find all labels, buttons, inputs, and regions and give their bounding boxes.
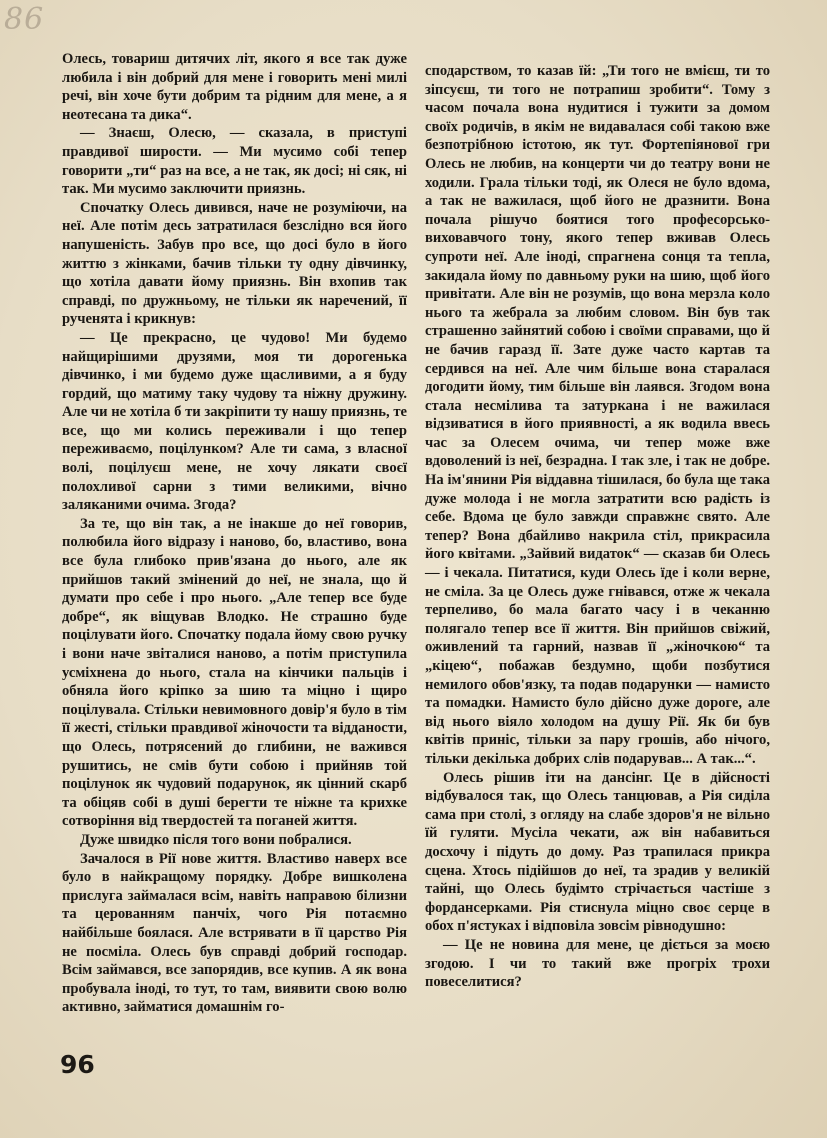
- left-text-column: [62, 50, 407, 1017]
- paragraph: Олесь рішив іти на дансінг. Це в дійсності відбувалося так, що Олесь танцював, а Рія сиділа сама при столі, з огляду на слабе здоров'я не вільно їй гуляти. Мусіла чекати, аж він набавиться досхочу і підуть до дому. Раз трапилася прикра сцена. Хтось підійшов до неї, та зрадив у великій тайні, що Олесь будімто стрічається частіше з фордансерками. Рія стиснула міцно своє серце в обох п'ястуках і відповіла зовсім рівнодушно:: [425, 769, 770, 935]
- page-number: 96: [60, 1050, 95, 1079]
- pencil-page-mark: 86: [4, 2, 45, 37]
- paragraph: Зачалося в Рії нове життя. Властиво наверх все було в найкращому порядку. Добре вишколена прислуга займалася всім, навіть направою білизни та церованням панчіх, чого Рія потаємно найбільше боялася. Але встрявати в її царство Рія не посміла. Олесь був справді добрий господар. Всім займався, все запорядив, все купив. А як вона пробувала іноді, то тут, то там, виявити свою волю активно, займатися домашнім го-: [62, 850, 407, 1016]
- paragraph: Дуже швидко після того вони побралися.: [80, 831, 352, 848]
- paragraph: За те, що він так, а не інакше до неї говорив, полюбила його відразу і наново, бо, властиво, вона все була глибоко прив'язана до нього, але як прийшов такий змінений до неї, не знала, що й думати про себе і про нього. „Але тепер все буде добре“, як віщував Влодко. Не страшно буде поцілувати його. Спочатку подала йому свою ручку і вони наче звіталися наново, а потім приступила усміхнена до нього, стала на кінчики пальців і обняла його кріпко за шию та міцно і щиро поцілувала. Стільки невимовного довір'я було в тім її жесті, стільки правдивої жіночости та відданости, що Олесь, потрясений до глибини, не важився рушитись, не смів бути собою і прийняв той поцілунок як чудовий подарунок, як цінний скарб та обіцяв собі в душі берегти те ніжне та крихке сотворіння від твердостей та поганей життя.: [62, 515, 407, 830]
- paragraph: — Це прекрасно, це чудово! Ми будемо найщирішими друзями, моя ти дорогенька дівчинко, і ми будемо дуже щасливими, а я буду гордий, що матиму таку чудову та ніжну дружину. Але чи не хотіла б ти закріпити ту нашу приязнь, те все, що ми колись переживали і що тепер переживаємо, поцілунком? Але ти сама, з власної волі, поцілуєш мене, не хочу лякати своєї полохливої сарни з тими великими, вічно заляканими очима. Згода?: [62, 329, 407, 514]
- paragraph: Олесь, товариш дитячих літ, якого я все так дуже любила і він добрий для мене і говорить мені милі речі, він хоче бути добрим та рідним для мене, а я неотесана та дика“.: [62, 51, 407, 123]
- paragraph: Спочатку Олесь дивився, наче не розуміючи, на неї. Але потім десь затратилася безслідно вся його напушеність. Забув про все, що досі було в його життю з жінками, бачив тільки ту одну дівчинку, що хотіла давати йому приязнь. Він вхопив так справді, по дружньому, не тільки як наречений, її рученята і крикнув:: [62, 199, 407, 328]
- paragraph: — Це не новина для мене, це діється за моєю згодою. І чи то такий вже прогріх трохи повеселитися?: [425, 936, 770, 991]
- paragraph: — Знаєш, Олесю, — сказала, в приступі правдивої ширости. — Ми мусимо собі тепер говорити „ти“ раз на все, а не так, як досі; ні сяк, ні так. Ми мусимо заключити приязнь.: [62, 125, 407, 198]
- right-text-column: [425, 62, 770, 992]
- paragraph: сподарством, то казав їй: „Ти того не вмієш, ти то зіпсуєш, ти того не потрапиш зробити“. Тому з часом почала вона нудитися і тужити за домом своїх родичів, в якім не видавалася собі такою вже безпотрібною істотою, як тут. Фортепіянової гри Олесь не любив, на концерти чи до театру вони не ходили. Грала тільки тоді, як Олеся не було вдома, а так не важилася, щоб його не дразнити. Вона почала рішучо боятися того професорсько-виховавчого тону, якого тепер вживав Олесь супроти неї. Але іноді, спрагнена сонця та тепла, закидала йому по давньому руки на шию, щоб його привітати. Але він не розумів, що вона мерзла коло нього та жебрала за любим словом. Він був так страшенно зайнятий собою і своїми справами, що й не бачив гаразд її. Зате дуже часто картав та сердився на неї. Але чим більше вона старалася догодити йому, тим більше він лаявся. Згодом вона стала несмілива та затуркана і не важилася відзиватися в його приявності, а як водила ввесь час за Олесем очима, чи тепер може вже вдоволений із неї, безрадна. І так зле, і так не добре. На ім'янини Рія віддавна тішилася, бо була ще така дуже молода і не могла затратити всю радість із себе. Вдома це було завжди справжнє свято. Але тепер? Вона дбайливо накрила стіл, прикрасила його квітами. „Зайвий видаток“ — сказав би Олесь — і чекала. Питатися, куди Олесь їде і коли верне, не сміла. За це Олесь дуже гнівався, отже ж чекала терпеливо, бо мала багато часу і в чеканню полягало тепер все її життя. Він прийшов свіжий, оживлений та гарний, назвав її „жіночкою“ та „кіцею“, побажав бездумно, щоби позбутися немилого обов'язку, та подав подарунки — намисто та помадки. Намисто було дійсно дуже дороге, але від нього віяло холодом на душу Рії. Як би був квітів приніс, тільки за пару грошів, або нічого, тільки декілька добрих слів подарував... А так...“.: [425, 63, 770, 767]
